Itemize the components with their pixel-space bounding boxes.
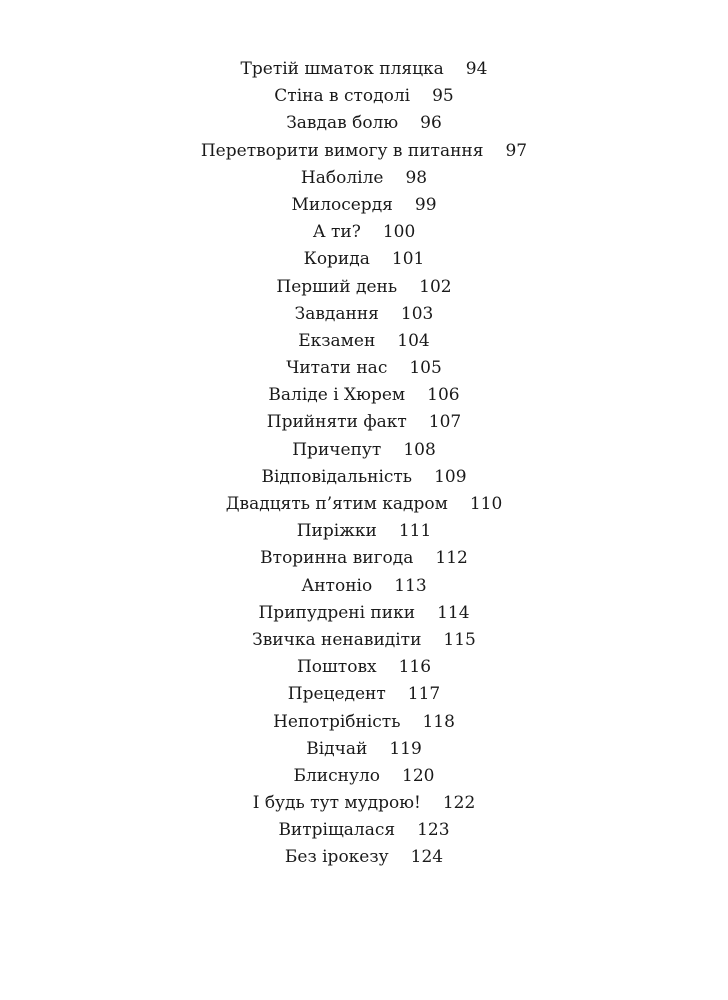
toc-entry-page: 108	[403, 439, 436, 460]
toc-entry	[0, 382, 728, 409]
toc-entry-title: Читати нас	[286, 358, 388, 379]
toc-entry-title: Прецедент	[287, 684, 386, 705]
toc-entry-title: І будь тут мудрою!	[252, 793, 421, 814]
toc-entry	[0, 573, 728, 600]
toc-entry	[0, 709, 728, 736]
toc-entry-title: Непотрібність	[273, 711, 401, 732]
toc-entry-title: Милосердя	[291, 194, 393, 215]
toc-entry-page: 118	[422, 711, 455, 732]
toc-entry-title: Причепут	[292, 439, 382, 460]
toc-entry-title: Відповідальність	[261, 466, 413, 487]
toc-entry-title: Вторинна вигода	[260, 548, 414, 569]
toc-entry	[0, 301, 728, 328]
toc-entry-page: 115	[443, 629, 476, 650]
toc-entry	[0, 192, 728, 219]
toc-entry-title: Стіна в стодолі	[274, 86, 411, 107]
toc-entry	[0, 545, 728, 572]
toc-entry	[0, 491, 728, 518]
toc-entry-title: Перший день	[276, 276, 398, 297]
toc-entry-page: 105	[409, 358, 442, 379]
toc-entry-title: Поштовх	[296, 657, 377, 678]
toc-entry-title: Завдав болю	[286, 113, 399, 134]
toc-entry-page: 98	[405, 167, 428, 188]
toc-entry-title: Екзамен	[298, 330, 376, 351]
toc-entry	[0, 654, 728, 681]
toc-entry	[0, 790, 728, 817]
toc-entry-page: 100	[382, 222, 416, 243]
toc-entry-page: 104	[397, 330, 430, 351]
toc-entry-title: Відчай	[306, 738, 368, 759]
toc-entry-page: 116	[398, 657, 432, 678]
toc-entry-title: Блиснуло	[293, 765, 381, 786]
toc-entry-title: Наболіле	[300, 167, 384, 188]
toc-entry	[0, 246, 728, 273]
toc-entry	[0, 274, 728, 301]
toc-entry-page: 107	[428, 412, 462, 433]
toc-entry-title: Двадцять п’ятим кадром	[225, 494, 448, 514]
table-of-contents-page	[0, 56, 728, 872]
toc-entry-page: 109	[434, 466, 467, 487]
toc-entry	[0, 518, 728, 545]
toc-entry	[0, 844, 728, 871]
toc-entry	[0, 138, 728, 165]
toc-entry-title: Без ірокезу	[284, 847, 389, 868]
toc-entry-page: 94	[465, 59, 488, 79]
toc-entry	[0, 355, 728, 382]
toc-entry	[0, 409, 728, 436]
toc-entry	[0, 219, 728, 246]
toc-list	[0, 56, 728, 872]
toc-entry	[0, 83, 728, 110]
toc-entry-page: 103	[400, 303, 434, 324]
toc-entry-page: 123	[417, 820, 450, 841]
toc-entry-title: Прийняти факт	[266, 412, 407, 433]
toc-entry-page: 119	[389, 738, 422, 759]
toc-entry	[0, 627, 728, 654]
toc-entry-page: 101	[391, 249, 425, 270]
toc-entry-title: Припудрені пики	[258, 602, 416, 623]
toc-entry-title: Перетворити вимогу в питання	[200, 140, 484, 161]
toc-entry-page: 113	[394, 575, 427, 596]
toc-entry	[0, 165, 728, 192]
toc-entry	[0, 763, 728, 790]
toc-entry	[0, 681, 728, 708]
toc-entry-page: 95	[432, 86, 454, 107]
toc-entry-page: 117	[407, 684, 441, 705]
toc-entry-title: Третій шматок пляцка	[240, 59, 444, 79]
toc-entry-page: 106	[427, 385, 460, 406]
toc-entry	[0, 328, 728, 355]
toc-entry-page: 124	[410, 847, 444, 868]
toc-entry-page: 111	[398, 521, 432, 542]
toc-entry-title: А ти?	[312, 222, 361, 243]
toc-entry	[0, 464, 728, 491]
toc-entry	[0, 110, 728, 137]
toc-entry-page: 122	[442, 793, 476, 814]
toc-entry-title: Корида	[303, 249, 370, 270]
toc-entry-title: Антоніо	[301, 575, 373, 596]
toc-entry-title: Витріщалася	[278, 820, 396, 841]
toc-entry	[0, 600, 728, 627]
toc-entry-page: 102	[419, 276, 452, 297]
toc-entry-page: 120	[402, 765, 435, 786]
toc-entry-page: 114	[437, 602, 470, 623]
toc-entry-page: 97	[505, 140, 528, 161]
toc-entry-page: 112	[435, 548, 468, 569]
toc-entry	[0, 817, 728, 844]
toc-entry-page: 96	[420, 113, 442, 134]
toc-entry-title: Валіде і Хюрем	[268, 385, 406, 406]
toc-entry-page: 110	[469, 494, 503, 514]
toc-entry	[0, 736, 728, 763]
toc-entry-title: Завдання	[294, 303, 379, 324]
toc-entry	[0, 437, 728, 464]
toc-entry-title: Звичка ненавидіти	[252, 629, 422, 650]
toc-entry	[0, 56, 728, 83]
toc-entry-page: 99	[414, 194, 437, 215]
toc-entry-title: Пиріжки	[296, 521, 377, 542]
